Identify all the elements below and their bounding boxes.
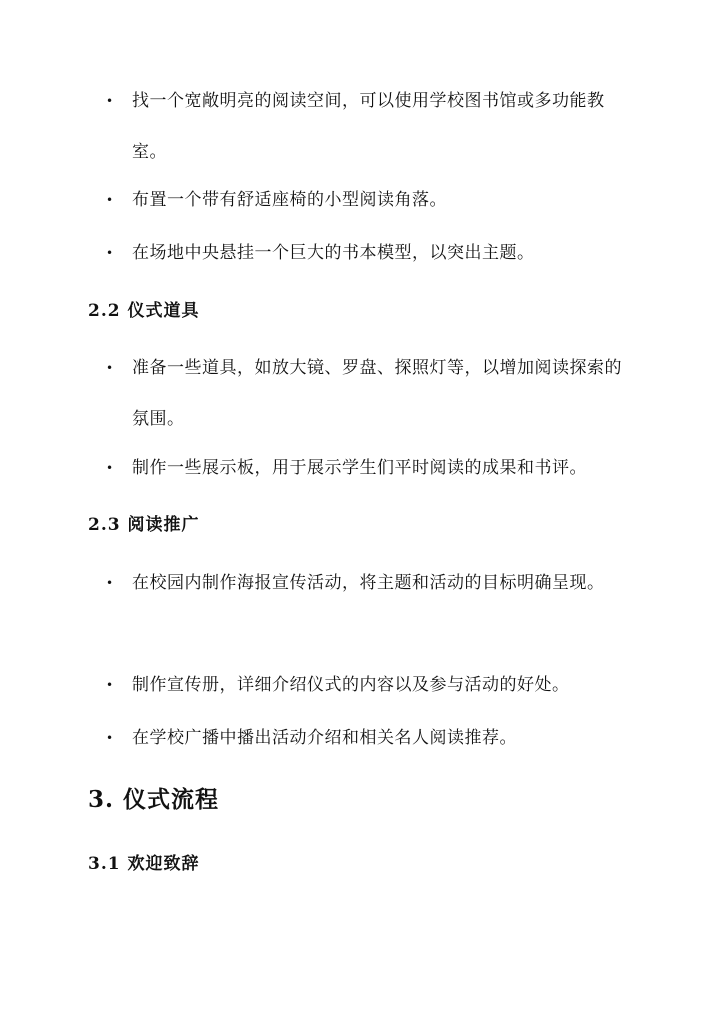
section-heading-2-3: 2.3 阅读推广: [88, 515, 200, 535]
list-item-text: 在场地中央悬挂一个巨大的书本模型，以突出主题。: [132, 243, 535, 263]
list-item-text: 制作一些展示板，用于展示学生们平时阅读的成果和书评。: [132, 458, 587, 478]
list-item-text: 布置一个带有舒适座椅的小型阅读角落。: [132, 190, 447, 210]
bullet-icon: •: [106, 461, 114, 475]
list-item: [106, 443, 626, 494]
list-item-text: 制作宣传册，详细介绍仪式的内容以及参与活动的好处。: [132, 675, 570, 695]
section-heading-3: 3. 仪式流程: [88, 786, 220, 813]
section-heading-3-1: 3.1 欢迎致辞: [88, 854, 200, 874]
list-item: [106, 660, 626, 711]
list-item: [106, 175, 626, 226]
list-item-text: 找一个宽敞明亮的阅读空间，可以使用学校图书馆或多功能教室。: [132, 91, 605, 162]
list-item: [106, 343, 626, 445]
bullet-icon: •: [106, 94, 114, 108]
bullet-icon: •: [106, 361, 114, 375]
bullet-icon: •: [106, 193, 114, 207]
section-heading-2-2: 2.2 仪式道具: [88, 301, 200, 321]
bullet-icon: •: [106, 246, 114, 260]
list-item: [106, 713, 626, 764]
bullet-icon: •: [106, 576, 114, 590]
list-item: [106, 558, 626, 609]
list-item-text: 在学校广播中播出活动介绍和相关名人阅读推荐。: [132, 728, 517, 748]
list-item: [106, 228, 626, 279]
list-item-text: 在校园内制作海报宣传活动，将主题和活动的目标明确呈现。: [132, 573, 605, 593]
bullet-icon: •: [106, 731, 114, 745]
list-item: [106, 76, 626, 178]
bullet-icon: •: [106, 678, 114, 692]
list-item-text: 准备一些道具，如放大镜、罗盘、探照灯等，以增加阅读探索的氛围。: [132, 358, 622, 429]
